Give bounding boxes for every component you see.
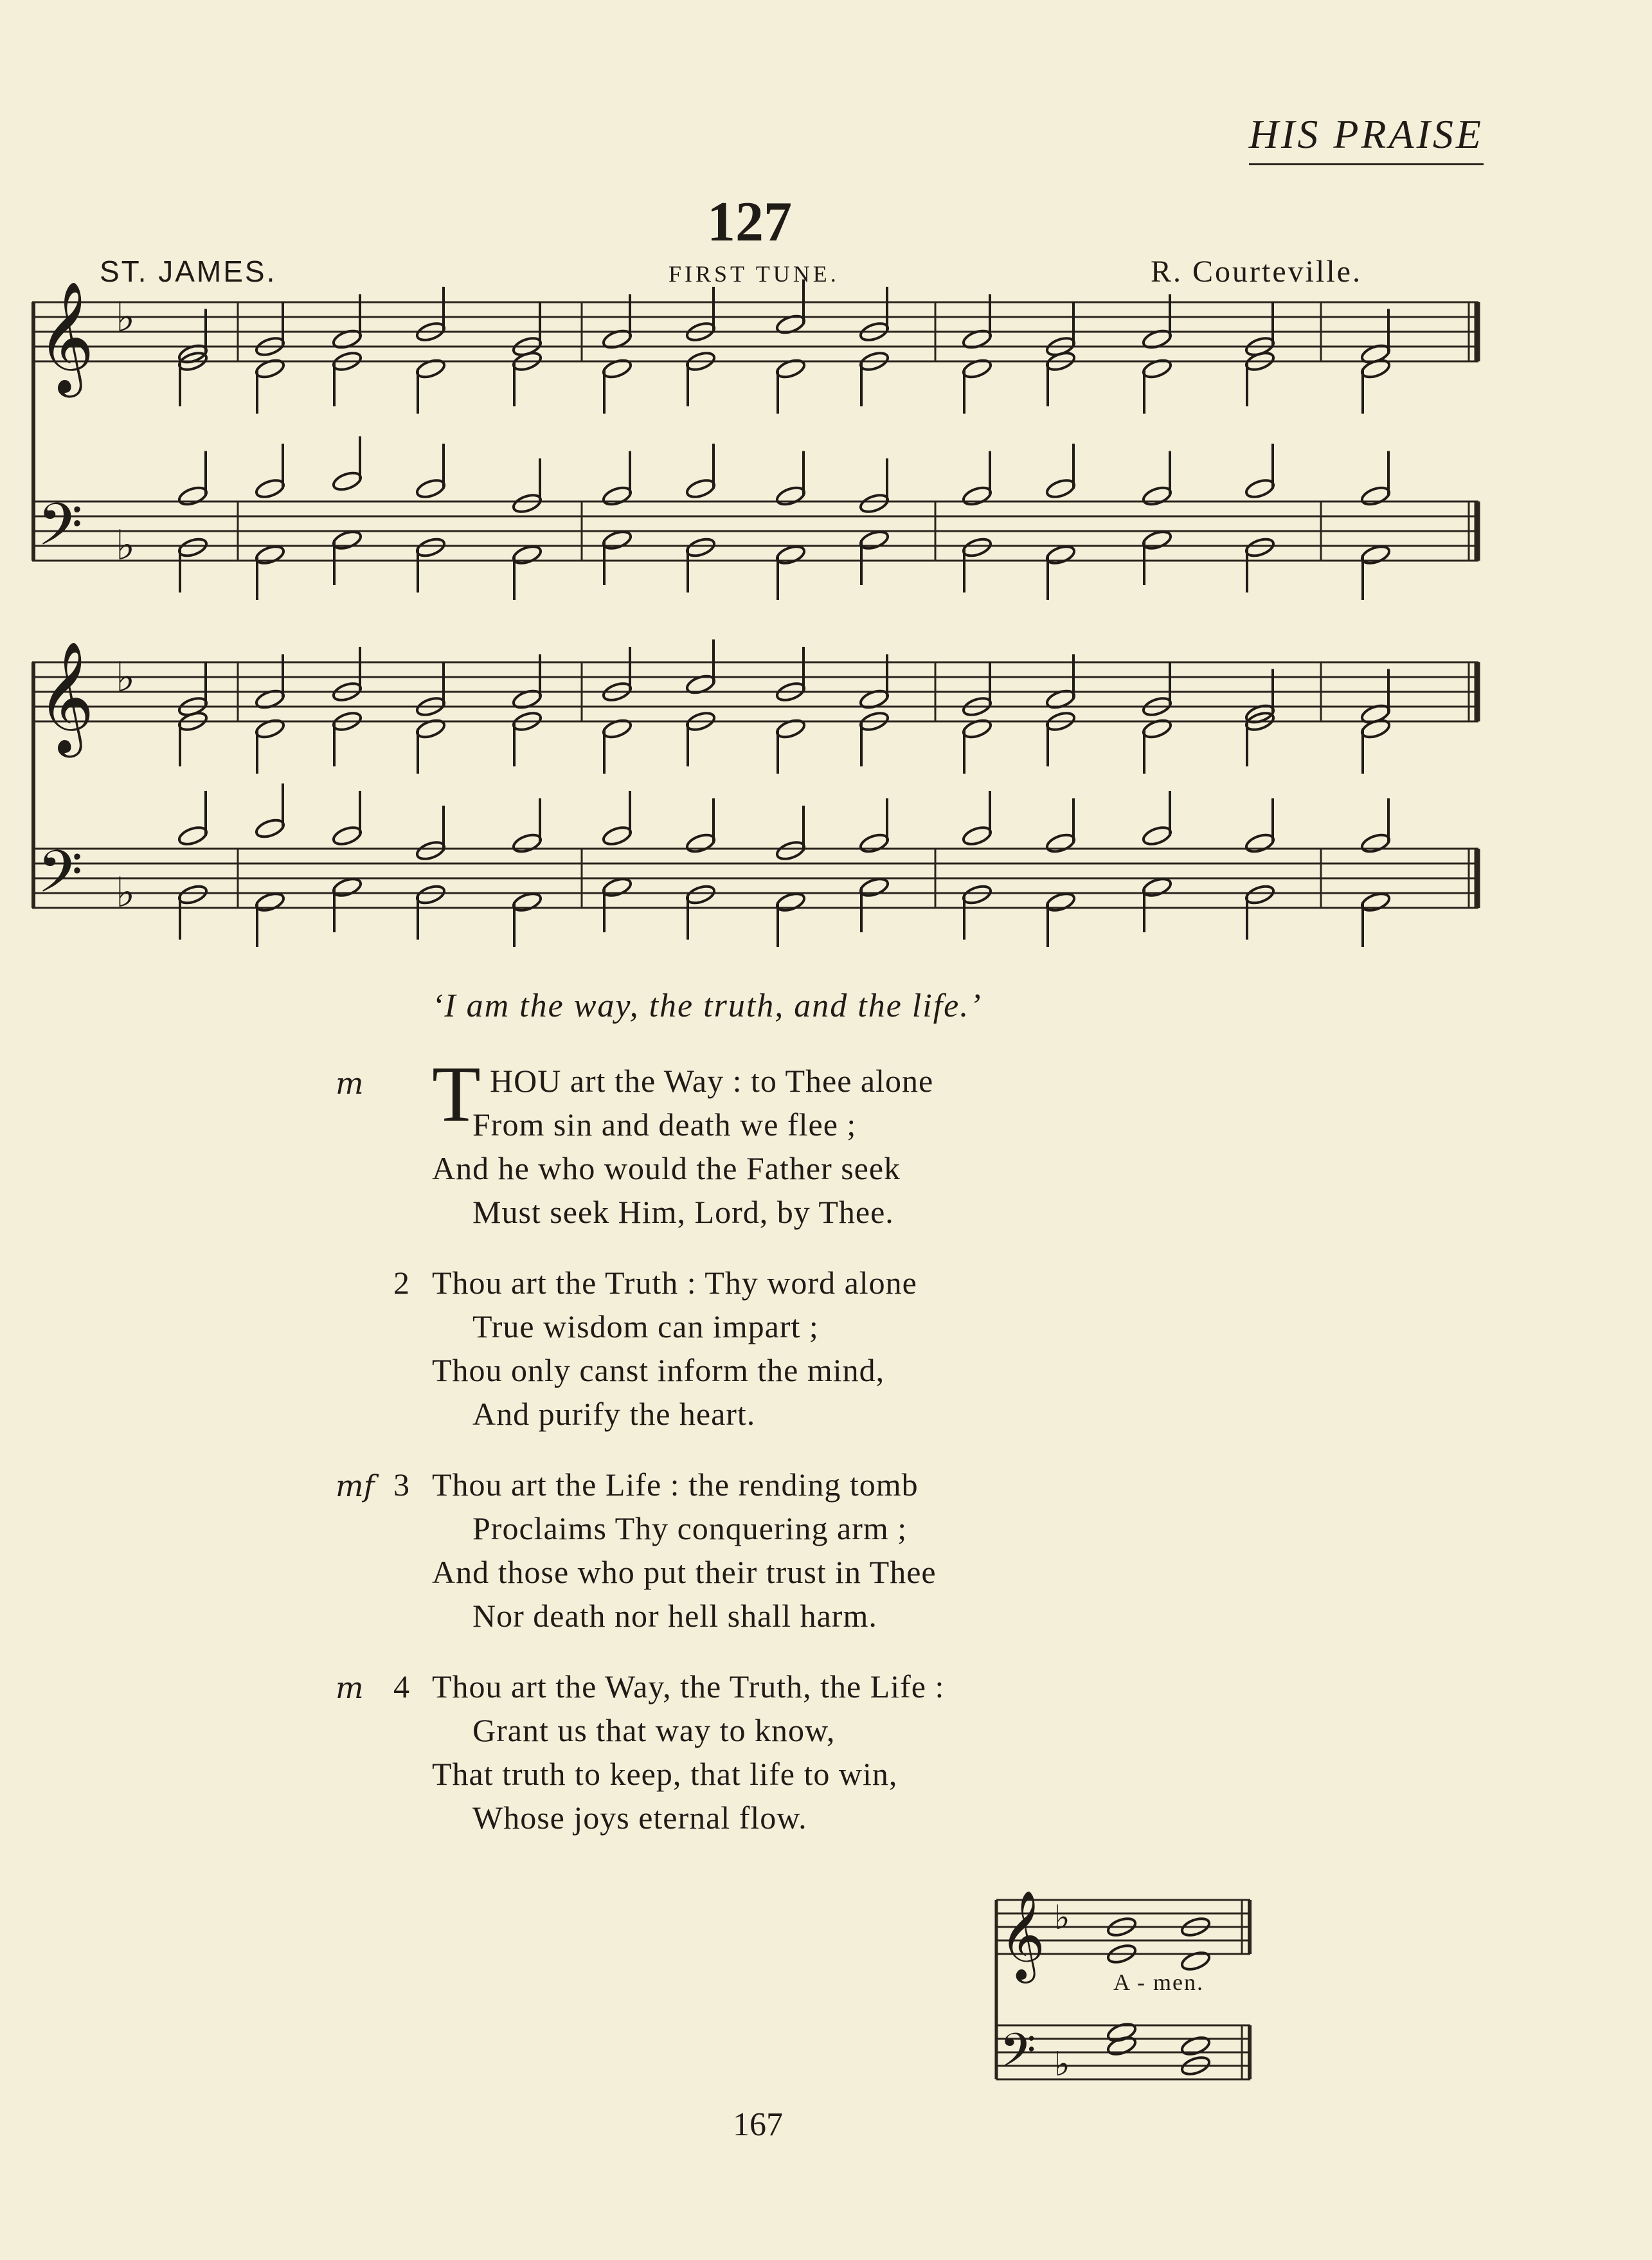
- note-head: [775, 485, 807, 508]
- svg-text:♭: ♭: [116, 869, 136, 917]
- svg-text:𝄞: 𝄞: [1000, 1890, 1045, 1980]
- note-head: [177, 824, 209, 847]
- note-head: [415, 839, 447, 862]
- note-head: [1360, 485, 1392, 508]
- note-head: [962, 485, 993, 508]
- svg-text:♭: ♭: [1054, 2045, 1070, 2084]
- note-head: [1244, 832, 1276, 855]
- note-head: [1045, 832, 1077, 855]
- verse-line: Thou only canst inform the mind,: [432, 1352, 885, 1388]
- note-head: [415, 883, 447, 907]
- verse-line: Whose joys eternal flow.: [472, 1800, 807, 1836]
- page-number: 167: [733, 2106, 783, 2143]
- note-head: [1045, 477, 1077, 500]
- verse-line: Thou art the Truth : Thy word alone: [432, 1265, 917, 1301]
- note-head: [685, 477, 717, 500]
- svg-text:♭: ♭: [116, 654, 136, 701]
- verse-number: 2: [393, 1265, 409, 1301]
- verse-number: 3: [393, 1467, 409, 1503]
- svg-text:♭: ♭: [116, 522, 136, 570]
- tune-note: FIRST TUNE.: [669, 261, 839, 287]
- svg-text:𝄢: 𝄢: [1000, 2023, 1036, 2089]
- verse-number: 4: [393, 1668, 409, 1704]
- svg-text:𝄢: 𝄢: [37, 491, 83, 573]
- note-head: [177, 536, 209, 559]
- note-head: [255, 477, 286, 500]
- system-1-bass-staff: [32, 502, 1478, 561]
- note-head: [1360, 832, 1392, 855]
- note-head: [685, 883, 717, 907]
- drop-cap: T: [432, 1050, 481, 1138]
- note-head: [685, 832, 717, 855]
- verse-dynamic: m: [336, 1066, 364, 1101]
- svg-text:♭: ♭: [1054, 1899, 1070, 1937]
- svg-text:𝄢: 𝄢: [37, 838, 83, 920]
- verse-line: And he who would the Father seek: [432, 1150, 901, 1186]
- note-head: [1244, 883, 1276, 907]
- note-head: [1244, 477, 1276, 500]
- note-head: [962, 883, 993, 907]
- verse-dynamic: m: [336, 1670, 364, 1705]
- verse-line: Grant us that way to know,: [472, 1712, 836, 1748]
- note-head: [332, 824, 363, 847]
- verse-line: And purify the heart.: [472, 1396, 756, 1432]
- note-head: [1142, 485, 1173, 508]
- svg-text:𝄞: 𝄞: [37, 641, 94, 753]
- note-head: [332, 470, 363, 493]
- note-head: [512, 492, 543, 515]
- note-head: [775, 839, 807, 862]
- note-head: [962, 824, 993, 847]
- amen-text: A - men.: [1113, 1969, 1204, 1995]
- note-head: [602, 824, 633, 847]
- note-head: [962, 536, 993, 559]
- section-title: HIS PRAISE: [1249, 111, 1484, 165]
- verse-line: Nor death nor hell shall harm.: [472, 1598, 877, 1634]
- note-head: [859, 492, 890, 515]
- note-head: [255, 817, 286, 840]
- note-head: [602, 485, 633, 508]
- verse-line: Must seek Him, Lord, by Thee.: [472, 1194, 894, 1230]
- verse-line: Thou art the Way, the Truth, the Life :: [432, 1668, 945, 1704]
- note-head: [685, 536, 717, 559]
- note-head: [859, 832, 890, 855]
- verse-line: True wisdom can impart ;: [472, 1308, 819, 1344]
- svg-text:𝄞: 𝄞: [37, 281, 94, 393]
- epigraph: ‘I am the way, the truth, and the life.’: [432, 988, 982, 1024]
- hymn-number: 127: [707, 191, 792, 253]
- note-head: [177, 485, 209, 508]
- system-2-bass-staff: [32, 849, 1478, 908]
- note-head: [415, 477, 447, 500]
- note-head: [415, 536, 447, 559]
- verse-line: Thou art the Life : the rending tomb: [432, 1467, 919, 1503]
- note-head: [512, 832, 543, 855]
- composer: R. Courteville.: [1151, 255, 1362, 289]
- note-head: [1244, 536, 1276, 559]
- tune-name: ST. JAMES.: [100, 255, 277, 288]
- verse-dynamic: mf: [336, 1469, 375, 1503]
- note-head: [1142, 824, 1173, 847]
- note-head: [177, 883, 209, 907]
- verse-line: From sin and death we flee ;: [472, 1107, 857, 1143]
- verse-line: HOU art the Way : to Thee alone: [490, 1063, 934, 1099]
- verse-line: And those who put their trust in Thee: [432, 1554, 937, 1590]
- svg-text:♭: ♭: [116, 294, 136, 341]
- verse-line: That truth to keep, that life to win,: [432, 1756, 898, 1792]
- verse-line: Proclaims Thy conquering arm ;: [472, 1510, 908, 1546]
